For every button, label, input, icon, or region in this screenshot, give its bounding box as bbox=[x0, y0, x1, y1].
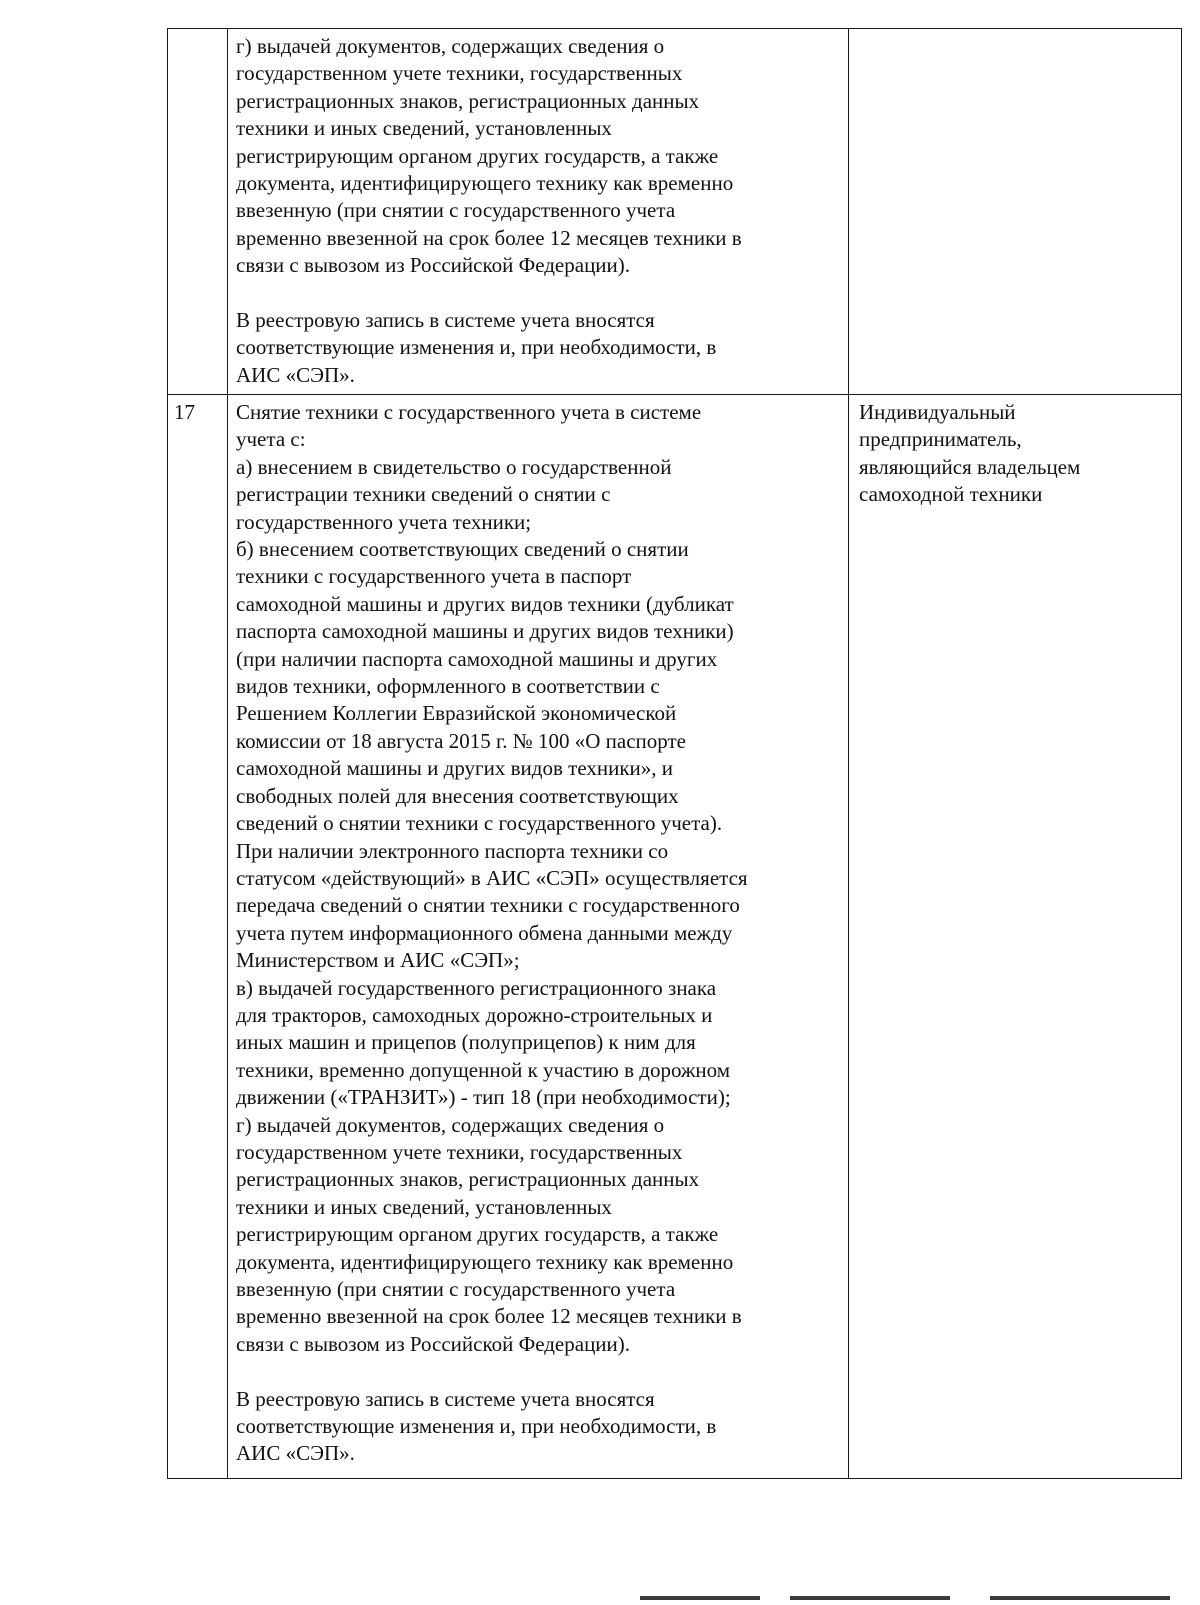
text-line: а) внесением в свидетельство о государственной bbox=[236, 454, 672, 479]
text-line: временно ввезенной на срок более 12 месяцев техники в bbox=[236, 225, 742, 250]
row-number: 17 bbox=[174, 400, 195, 424]
blank-line bbox=[236, 280, 844, 307]
text-line: регистрационных знаков, регистрационных данных bbox=[236, 1167, 700, 1192]
text-line: г) выдачей документов, содержащих сведения о bbox=[236, 1112, 665, 1137]
row-number-cell bbox=[168, 395, 228, 1479]
text-line: техники и иных сведений, установленных bbox=[236, 1194, 612, 1219]
text-line: б) внесением соответствующих сведений о снятии bbox=[236, 537, 689, 562]
text-line: В реестровую запись в системе учета вносятся bbox=[236, 308, 655, 333]
text-line: движении («ТРАНЗИТ») - тип 18 (при необходимости); bbox=[236, 1085, 731, 1110]
text-line: техники с государственного учета в паспорт bbox=[236, 564, 632, 589]
text-line: соответствующие изменения и, при необходимости, в bbox=[236, 1414, 717, 1439]
applicant-cell bbox=[849, 395, 1182, 1479]
blank-line bbox=[236, 1358, 844, 1385]
table-row bbox=[168, 29, 1182, 395]
text-line: техники и иных сведений, установленных bbox=[236, 116, 612, 141]
text-line: сведений о снятии техники с государственного учета). bbox=[236, 811, 723, 836]
text-line: Министерством и АИС «СЭП»; bbox=[236, 948, 520, 973]
text-line: иных машин и прицепов (полуприцепов) к ним для bbox=[236, 1030, 696, 1055]
description-text bbox=[236, 33, 844, 389]
table-row bbox=[168, 395, 1182, 1479]
text-line: техники, временно допущенной к участию в дорожном bbox=[236, 1057, 731, 1082]
description-cell bbox=[228, 395, 849, 1479]
services-table bbox=[167, 28, 1182, 1479]
text-line: документа, идентифицирующего технику как временно bbox=[236, 171, 734, 196]
text-line: предприниматель, bbox=[859, 427, 1022, 452]
text-line: соответствующие изменения и, при необходимости, в bbox=[236, 335, 717, 360]
text-line: свободных полей для внесения соответствующих bbox=[236, 783, 679, 808]
text-line: статусом «действующий» в АИС «СЭП» осуществляется bbox=[236, 865, 748, 890]
scan-artifact bbox=[640, 1596, 760, 1600]
text-line: паспорта самоходной машины и других видов техники) bbox=[236, 619, 734, 644]
text-line: в) выдачей государственного регистрационного знака bbox=[236, 975, 717, 1000]
description-cell bbox=[228, 29, 849, 395]
row-number-cell bbox=[168, 29, 228, 395]
text-line: В реестровую запись в системе учета вносятся bbox=[236, 1386, 655, 1411]
text-line: учета путем информационного обмена данными между bbox=[236, 920, 733, 945]
text-line: временно ввезенной на срок более 12 месяцев техники в bbox=[236, 1304, 742, 1329]
text-line: являющийся владельцем bbox=[859, 454, 1081, 479]
text-line: видов техники, оформленного в соответствии с bbox=[236, 674, 660, 699]
description-text bbox=[236, 399, 844, 1468]
text-line: регистрирующим органом других государств, а также bbox=[236, 1222, 719, 1247]
scan-artifact bbox=[790, 1596, 950, 1600]
text-line: государственного учета техники; bbox=[236, 509, 532, 534]
text-line: ввезенную (при снятии с государственного учета bbox=[236, 1277, 676, 1301]
scan-artifact bbox=[990, 1596, 1170, 1600]
text-line: комиссии от 18 августа 2015 г. № 100 «О паспорте bbox=[236, 728, 686, 753]
text-line: регистрационных знаков, регистрационных данных bbox=[236, 88, 700, 113]
text-line: Снятие техники с государственного учета в системе bbox=[236, 400, 702, 424]
text-line: государственном учете техники, государственных bbox=[236, 1139, 683, 1164]
applicant-text bbox=[859, 399, 1175, 509]
text-line: учета с: bbox=[236, 427, 306, 452]
text-line: передача сведений о снятии техники с государственного bbox=[236, 893, 740, 918]
text-line: государственном учете техники, государственных bbox=[236, 61, 683, 86]
text-line: самоходной техники bbox=[859, 482, 1043, 507]
text-line: самоходной машины и других видов техники (дубликат bbox=[236, 591, 734, 616]
text-line: для тракторов, самоходных дорожно-строительных и bbox=[236, 1002, 713, 1027]
text-line: регистрации техники сведений о снятии с bbox=[236, 482, 611, 507]
text-line: АИС «СЭП». bbox=[236, 362, 355, 387]
text-line: При наличии электронного паспорта техники со bbox=[236, 838, 669, 863]
text-line: документа, идентифицирующего технику как временно bbox=[236, 1249, 734, 1274]
text-line: ввезенную (при снятии с государственного учета bbox=[236, 198, 676, 223]
text-line: связи с вывозом из Российской Федерации). bbox=[236, 253, 631, 278]
text-line: регистрирующим органом других государств, а также bbox=[236, 143, 719, 168]
applicant-cell bbox=[849, 29, 1182, 395]
text-line: Индивидуальный bbox=[859, 400, 1016, 424]
text-line: АИС «СЭП». bbox=[236, 1441, 355, 1466]
text-line: Решением Коллегии Евразийской экономической bbox=[236, 701, 677, 726]
text-line: самоходной машины и других видов техники», и bbox=[236, 756, 674, 781]
text-line: (при наличии паспорта самоходной машины и других bbox=[236, 646, 718, 671]
text-line: г) выдачей документов, содержащих сведения о bbox=[236, 34, 665, 58]
text-line: связи с вывозом из Российской Федерации). bbox=[236, 1331, 631, 1356]
